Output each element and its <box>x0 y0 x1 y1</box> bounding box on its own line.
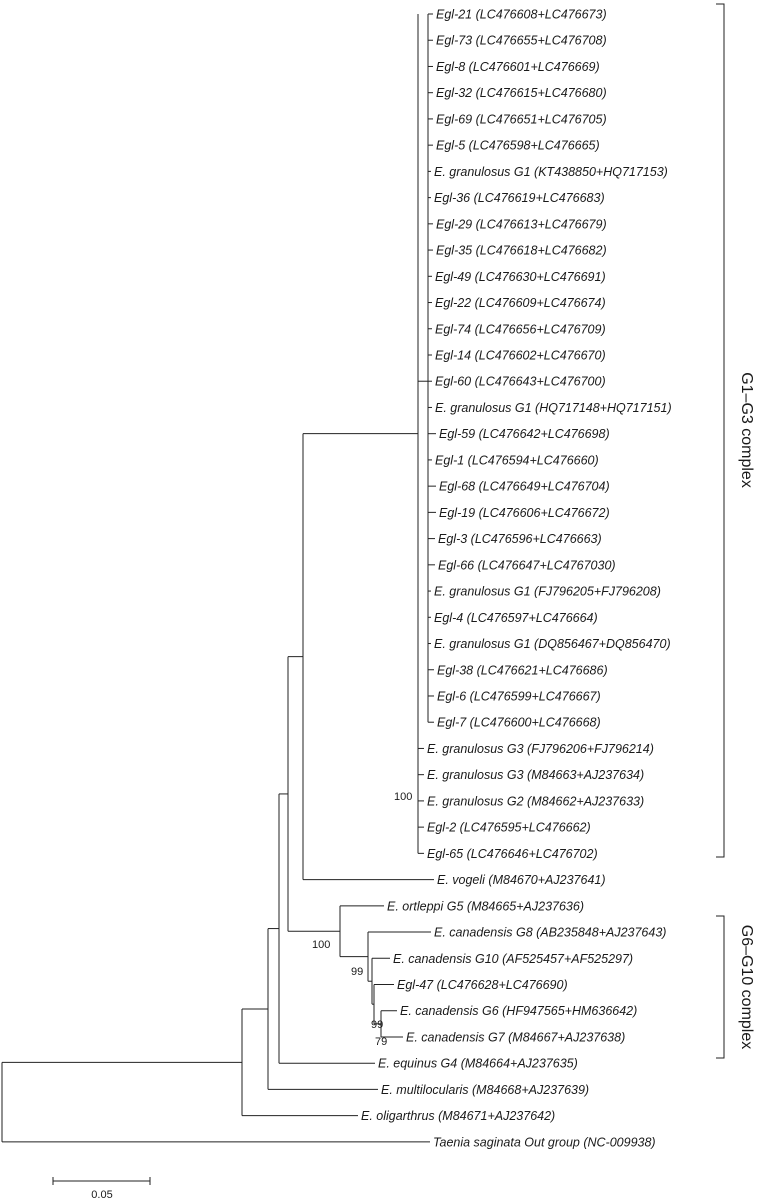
leaf-label: Egl-60 (LC476643+LC476700) <box>435 374 606 389</box>
leaf-label: Egl-69 (LC476651+LC476705) <box>436 112 607 127</box>
leaf-label: Egl-74 (LC476656+LC476709) <box>435 322 606 337</box>
leaf-label: Egl-21 (LC476608+LC476673) <box>436 7 607 22</box>
scale-bar-label: 0.05 <box>91 1189 113 1200</box>
bootstrap-g1g3: 100 <box>394 791 413 803</box>
leaf-label: Egl-73 (LC476655+LC476708) <box>436 33 607 48</box>
leaf-label: Egl-1 (LC476594+LC476660) <box>435 453 599 468</box>
leaf-label: E. granulosus G1 (HQ717148+HQ717151) <box>435 400 672 415</box>
bootstrap-g6g7-inner: 79 <box>375 1036 388 1048</box>
leaf-label: Egl-59 (LC476642+LC476698) <box>439 427 610 442</box>
leaf-label: E. granulosus G1 (KT438850+HQ717153) <box>434 164 668 179</box>
bootstrap-canadensis: 99 <box>351 966 364 978</box>
scale-bar-line <box>53 1177 150 1185</box>
leaf-label: Egl-8 (LC476601+LC476669) <box>436 59 600 74</box>
leaf-label: E. canadensis G7 (M84667+AJ237638) <box>406 1030 626 1045</box>
leaf-label: Taenia saginata Out group (NC-009938) <box>433 1135 656 1150</box>
leaf-label: Egl-47 (LC476628+LC476690) <box>397 978 568 993</box>
leaf-label: Egl-68 (LC476649+LC476704) <box>439 479 610 494</box>
leaf-label: E. canadensis G10 (AF525457+AF525297) <box>393 951 634 966</box>
leaf-label: E. canadensis G6 (HF947565+HM636642) <box>400 1004 638 1019</box>
leaf-label: E. ortleppi G5 (M84665+AJ237636) <box>387 899 584 914</box>
group-label-g6g10: G6–G10 complex <box>738 924 755 1050</box>
leaf-label: Egl-14 (LC476602+LC476670) <box>435 348 606 363</box>
leaf-label: Egl-32 (LC476615+LC476680) <box>436 86 607 101</box>
leaf-label: E. granulosus G3 (M84663+AJ237634) <box>427 768 645 783</box>
bootstrap-g6g7: 99 <box>371 1019 384 1031</box>
leaf-label: E. vogeli (M84670+AJ237641) <box>437 873 606 888</box>
leaf-label: Egl-19 (LC476606+LC476672) <box>439 505 610 520</box>
leaf-label: Egl-5 (LC476598+LC476665) <box>436 138 600 153</box>
leaf-label: E. granulosus G2 (M84662+AJ237633) <box>427 794 645 809</box>
leaf-label: Egl-3 (LC476596+LC476663) <box>438 532 602 547</box>
leaf-label: E. equinus G4 (M84664+AJ237635) <box>378 1056 578 1071</box>
leaf-label: E. multilocularis (M84668+AJ237639) <box>381 1082 590 1097</box>
leaf-label: E. canadensis G8 (AB235848+AJ237643) <box>434 925 667 940</box>
leaf-label: E. granulosus G3 (FJ796206+FJ796214) <box>427 741 654 756</box>
leaf-label: Egl-2 (LC476595+LC476662) <box>427 820 591 835</box>
group-label-g1g3: G1–G3 complex <box>738 372 755 488</box>
leaf-labels <box>361 8 672 1150</box>
leaf-label: E. granulosus G1 (DQ856467+DQ856470) <box>434 637 671 652</box>
leaf-label: Egl-49 (LC476630+LC476691) <box>435 269 606 284</box>
leaf-label: Egl-65 (LC476646+LC476702) <box>427 846 598 861</box>
leaf-label: Egl-7 (LC476600+LC476668) <box>437 715 601 730</box>
leaf-label: Egl-6 (LC476599+LC476667) <box>437 689 601 704</box>
leaf-label: Egl-29 (LC476613+LC476679) <box>436 217 607 232</box>
bracket-g1g3 <box>716 4 724 857</box>
leaf-label: Egl-4 (LC476597+LC476664) <box>434 610 598 625</box>
tree-branches <box>2 14 436 1142</box>
leaf-label: Egl-36 (LC476619+LC476683) <box>434 191 605 206</box>
bootstrap-g6g10: 100 <box>312 939 331 951</box>
leaf-label: E. granulosus G1 (FJ796205+FJ796208) <box>434 584 661 599</box>
leaf-label: E. oligarthrus (M84671+AJ237642) <box>361 1109 556 1124</box>
leaf-label: Egl-22 (LC476609+LC476674) <box>435 296 606 311</box>
leaf-label: Egl-38 (LC476621+LC476686) <box>437 663 608 678</box>
bracket-g6g10 <box>716 916 724 1058</box>
scale-bar <box>53 1177 150 1200</box>
leaf-label: Egl-66 (LC476647+LC4767030) <box>438 558 616 573</box>
leaf-label: Egl-35 (LC476618+LC476682) <box>436 243 607 258</box>
